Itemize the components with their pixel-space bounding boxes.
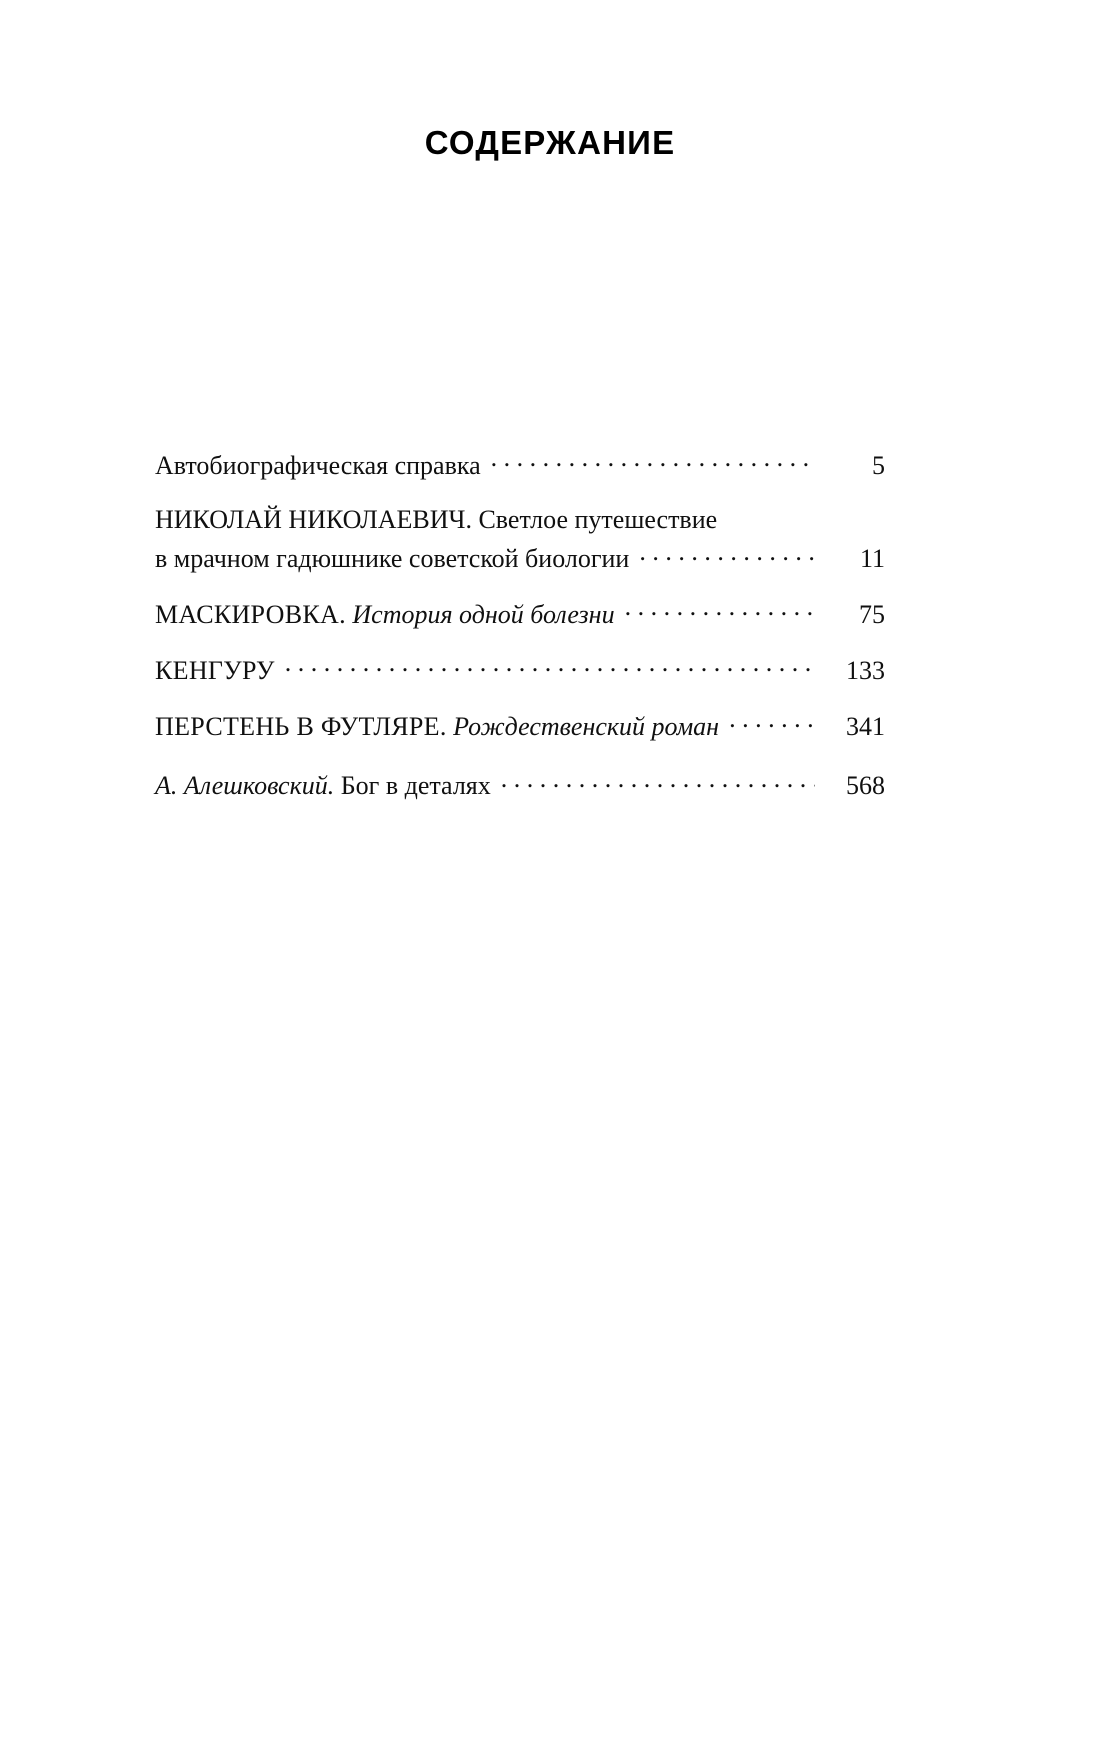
toc-entry-subtitle: Рождественский роман: [453, 711, 720, 741]
toc-entry-subtitle: История одной болезни: [352, 600, 615, 630]
toc-entry-title-upper: ПЕРСТЕНЬ В ФУТЛЯРЕ.: [155, 711, 447, 741]
toc-leader-dots: [639, 541, 815, 567]
toc-entry[interactable]: [155, 709, 885, 743]
toc-list: [155, 448, 885, 824]
toc-entry-title: [155, 599, 615, 631]
toc-entry-page: 133: [846, 655, 885, 685]
page-title: СОДЕРЖАНИЕ: [424, 124, 676, 161]
toc-entry-page: 341: [846, 711, 885, 741]
toc-leader-dots: [501, 768, 815, 794]
toc-leader-dots: [729, 709, 815, 735]
toc-entry-title: [155, 655, 275, 687]
toc-leader-dots: [625, 597, 815, 623]
toc-entry-title-upper: МАСКИРОВКА.: [155, 600, 346, 630]
toc-leader-dots: [285, 653, 815, 679]
toc-entry-page: 568: [846, 771, 885, 801]
toc-entry[interactable]: [155, 768, 885, 802]
toc-entry-title-upper: НИКОЛАЙ НИКОЛАЕВИЧ.: [155, 504, 472, 534]
toc-entry[interactable]: [155, 653, 885, 687]
toc-entry-page: 11: [859, 544, 885, 574]
toc-entry-subtitle-cont: в мрачном гадюшнике советской биологии: [155, 544, 630, 574]
toc-entry-title-plain: Бог в деталях: [340, 771, 491, 801]
toc-entry-author: А. Алешковский.: [155, 771, 335, 801]
toc-entry[interactable]: [155, 597, 885, 631]
toc-entry[interactable]: [155, 448, 885, 482]
toc-entry-title: [155, 504, 885, 536]
toc-entry-page: 5: [872, 451, 885, 480]
toc-entry-title: [155, 450, 481, 482]
toc-entry-title-plain: Автобиографическая справка: [155, 451, 481, 480]
toc-leader-dots: [491, 448, 815, 474]
toc-entry-page: 75: [859, 600, 885, 630]
toc-entry-title: [155, 711, 719, 743]
toc-entry-title-upper: КЕНГУРУ: [155, 655, 275, 685]
toc-entry[interactable]: [155, 504, 885, 575]
toc-entry-subtitle: Светлое путешествие: [478, 504, 718, 534]
toc-entry-title: [155, 770, 491, 802]
